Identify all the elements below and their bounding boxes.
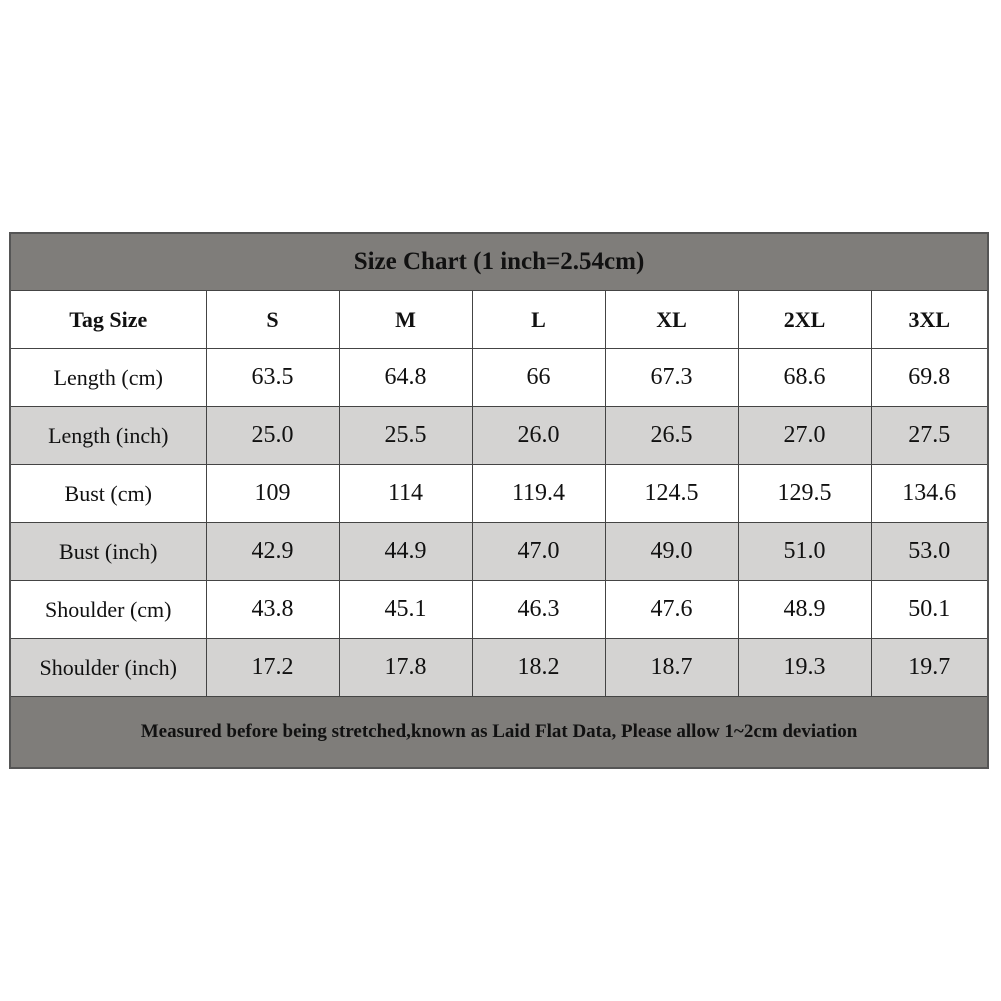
table-cell: 134.6 (871, 465, 988, 523)
header-row (10, 291, 988, 349)
column-header: 2XL (738, 291, 871, 349)
row-label: Bust (inch) (10, 523, 206, 581)
table-cell: 47.0 (472, 523, 605, 581)
column-header: Tag Size (10, 291, 206, 349)
row-label: Length (cm) (10, 349, 206, 407)
table-row (10, 639, 988, 697)
column-header: M (339, 291, 472, 349)
row-label: Shoulder (cm) (10, 581, 206, 639)
table-cell: 43.8 (206, 581, 339, 639)
table-cell: 119.4 (472, 465, 605, 523)
column-header: S (206, 291, 339, 349)
title-row (10, 233, 988, 291)
table-cell: 68.6 (738, 349, 871, 407)
table-cell: 26.0 (472, 407, 605, 465)
footnote: Measured before being stretched,known as Laid Flat Data, Please allow 1~2cm deviation (10, 697, 988, 769)
table-cell: 26.5 (605, 407, 738, 465)
table-cell: 124.5 (605, 465, 738, 523)
table-cell: 25.0 (206, 407, 339, 465)
table-cell: 44.9 (339, 523, 472, 581)
table-cell: 45.1 (339, 581, 472, 639)
table-cell: 64.8 (339, 349, 472, 407)
table-cell: 18.7 (605, 639, 738, 697)
table-row (10, 523, 988, 581)
table-cell: 50.1 (871, 581, 988, 639)
column-header: XL (605, 291, 738, 349)
table-cell: 63.5 (206, 349, 339, 407)
table-cell: 114 (339, 465, 472, 523)
column-header: L (472, 291, 605, 349)
table-cell: 19.7 (871, 639, 988, 697)
table-cell: 67.3 (605, 349, 738, 407)
table-cell: 25.5 (339, 407, 472, 465)
row-label: Shoulder (inch) (10, 639, 206, 697)
table-cell: 53.0 (871, 523, 988, 581)
table-cell: 49.0 (605, 523, 738, 581)
table-cell: 109 (206, 465, 339, 523)
table-cell: 48.9 (738, 581, 871, 639)
row-label: Bust (cm) (10, 465, 206, 523)
table-cell: 18.2 (472, 639, 605, 697)
table-cell: 27.0 (738, 407, 871, 465)
table-cell: 42.9 (206, 523, 339, 581)
table-cell: 51.0 (738, 523, 871, 581)
row-label: Length (inch) (10, 407, 206, 465)
chart-title: Size Chart (1 inch=2.54cm) (10, 233, 988, 291)
table-cell: 19.3 (738, 639, 871, 697)
table-row (10, 349, 988, 407)
table-cell: 69.8 (871, 349, 988, 407)
footer-row (10, 697, 988, 769)
size-chart-table (9, 232, 989, 769)
table-cell: 27.5 (871, 407, 988, 465)
table-cell: 17.2 (206, 639, 339, 697)
table-cell: 17.8 (339, 639, 472, 697)
table-cell: 46.3 (472, 581, 605, 639)
table-row (10, 465, 988, 523)
column-header: 3XL (871, 291, 988, 349)
table-cell: 66 (472, 349, 605, 407)
table-row (10, 581, 988, 639)
table-row (10, 407, 988, 465)
table-cell: 47.6 (605, 581, 738, 639)
table-cell: 129.5 (738, 465, 871, 523)
